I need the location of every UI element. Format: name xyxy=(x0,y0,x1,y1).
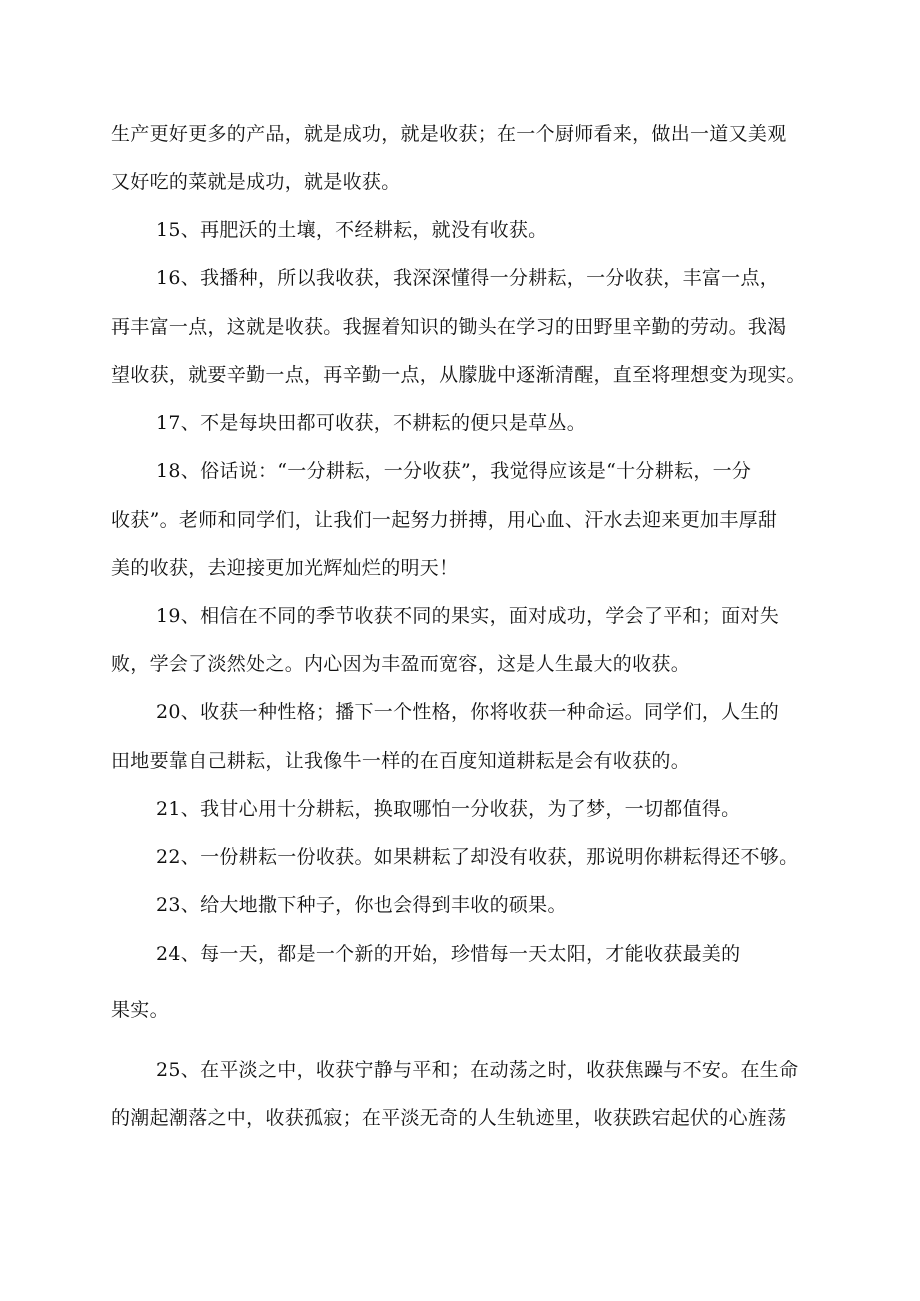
text-line-12: 败，学会了淡然处之。内心因为丰盈而宽容，这是人生最大的收获。 xyxy=(111,653,691,675)
item-24: 24、每一天，都是一个新的开始，珍惜每一天太阳，才能收获最美的 xyxy=(156,943,741,965)
item-25: 25、在平淡之中，收获宁静与平和；在动荡之时，收获焦躁与不安。在生命 xyxy=(156,1059,799,1081)
item-16: 16、我播种，所以我收获，我深深懂得一分耕耘，一分收获，丰富一点， xyxy=(156,267,780,289)
text-line-10: 美的收获，去迎接更加光辉灿烂的明天！ xyxy=(111,557,459,579)
item-15: 15、再肥沃的土壤，不经耕耘，就没有收获。 xyxy=(156,219,548,241)
item-23: 23、给大地撒下种子，你也会得到丰收的硕果。 xyxy=(156,894,567,916)
text-line-1: 生产更好更多的产品，就是成功，就是收获；在一个厨师看来，做出一道又美观 xyxy=(111,123,787,145)
item-18: 18、俗话说：“一分耕耘，一分收获”，我觉得应该是“十分耕耘，一分 xyxy=(156,460,752,482)
text-line-6: 望收获，就要辛勤一点，再辛勤一点，从朦胧中逐渐清醒，直至将理想变为现实。 xyxy=(111,364,806,386)
item-20: 20、收获一种性格；播下一个性格，你将收获一种命运。同学们，人生的 xyxy=(156,701,780,723)
text-line-5: 再丰富一点，这就是收获。我握着知识的锄头在学习的田野里辛勤的劳动。我渴 xyxy=(111,316,787,338)
text-line-9: 收获”。老师和同学们，让我们一起努力拼搏，用心血、汗水去迎来更加丰厚甜 xyxy=(111,509,778,531)
item-19: 19、相信在不同的季节收获不同的果实，面对成功，学会了平和；面对失 xyxy=(156,605,780,627)
text-line-21: 的潮起潮落之中，收获孤寂；在平淡无奇的人生轨迹里，收获跌宕起伏的心旌荡 xyxy=(111,1107,787,1129)
item-21: 21、我甘心用十分耕耘，换取哪怕一分收获，为了梦，一切都值得。 xyxy=(156,798,741,820)
item-22: 22、一份耕耘一份收获。如果耕耘了却没有收获，那说明你耕耘得还不够。 xyxy=(156,846,799,868)
text-line-2: 又好吃的菜就是成功，就是收获。 xyxy=(111,171,401,193)
text-line-14: 田地要靠自己耕耘，让我像牛一样的在百度知道耕耘是会有收获的。 xyxy=(111,750,691,772)
item-17: 17、不是每块田都可收获，不耕耘的便只是草丛。 xyxy=(156,412,587,434)
text-line-19: 果实。 xyxy=(111,999,169,1021)
